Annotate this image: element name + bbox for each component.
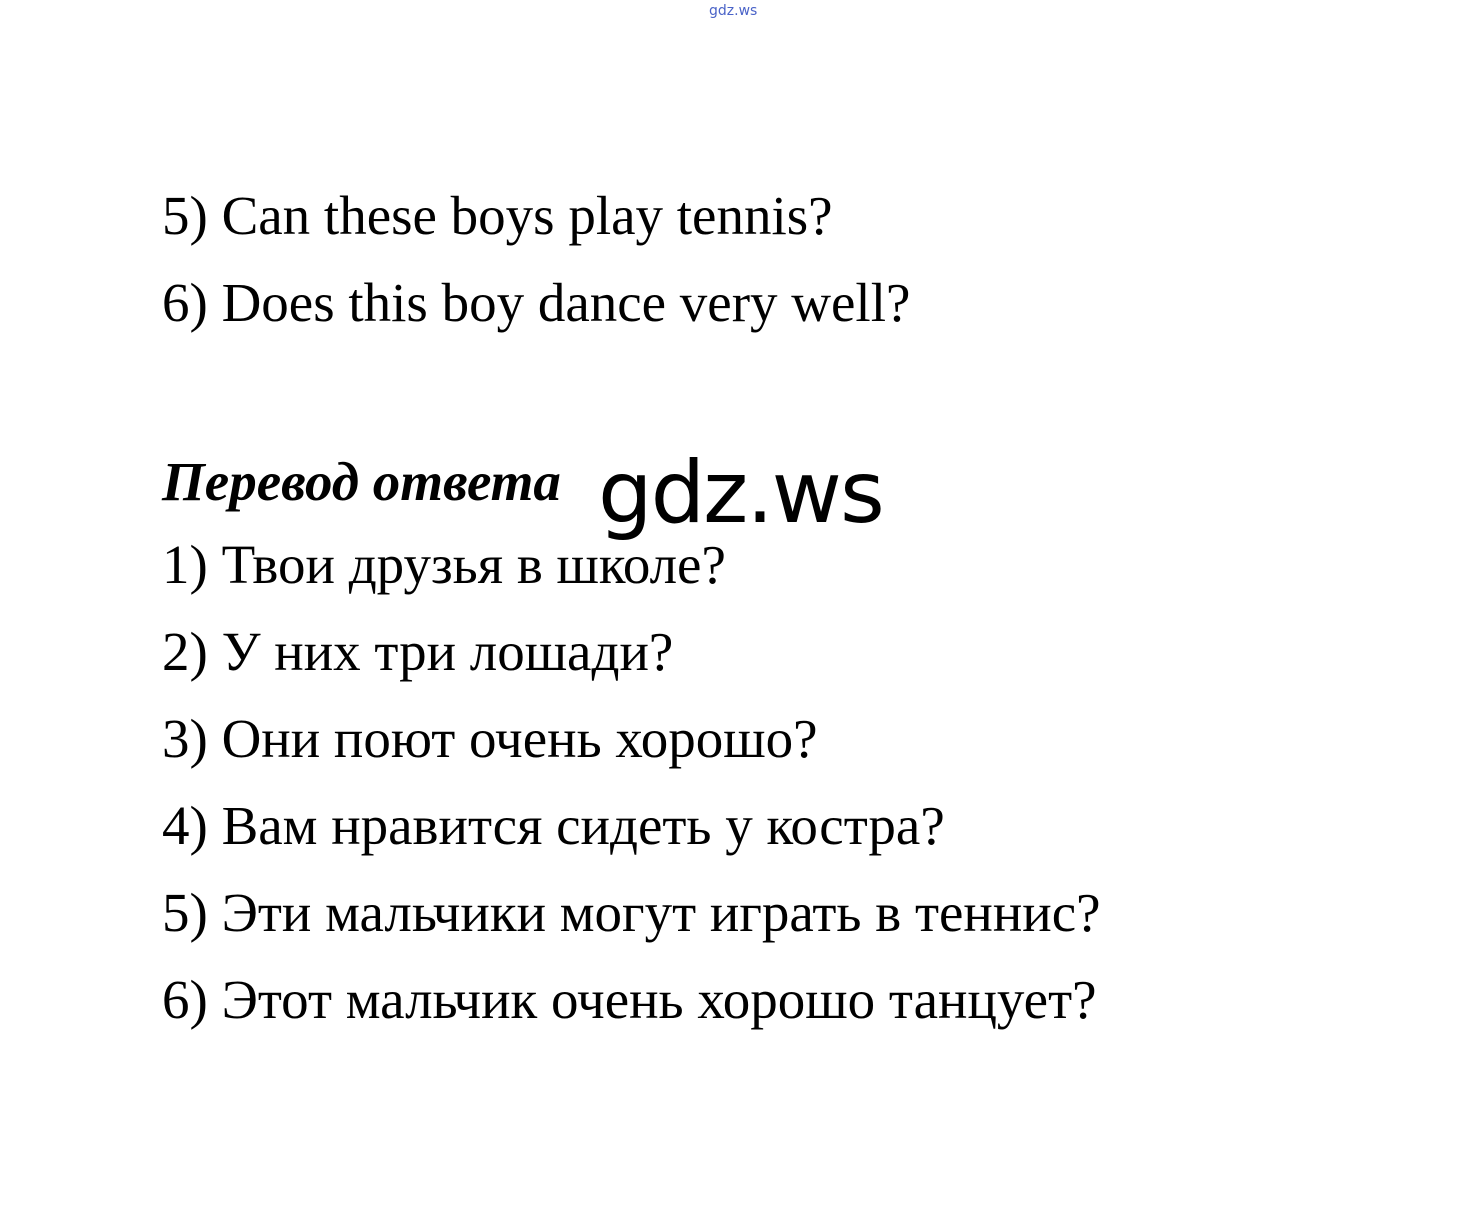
translation-heading: Перевод ответа [162,451,561,512]
gdz-watermark: gdz.ws [598,443,883,543]
translation-item-4: 4) Вам нравится сидеть у костра? [162,795,945,856]
translation-item-1: 1) Твои друзья в школе? [162,534,726,595]
english-answer-5: 5) Can these boys play tennis? [162,185,833,246]
translation-item-6: 6) Этот мальчик очень хорошо танцует? [162,969,1097,1030]
translation-item-5: 5) Эти мальчики могут играть в теннис? [162,882,1101,943]
translation-item-2: 2) У них три лошади? [162,621,674,682]
top-watermark: gdz.ws [709,3,758,19]
translation-item-3: 3) Они поют очень хорошо? [162,708,818,769]
english-answer-6: 6) Does this boy dance very well? [162,272,911,333]
